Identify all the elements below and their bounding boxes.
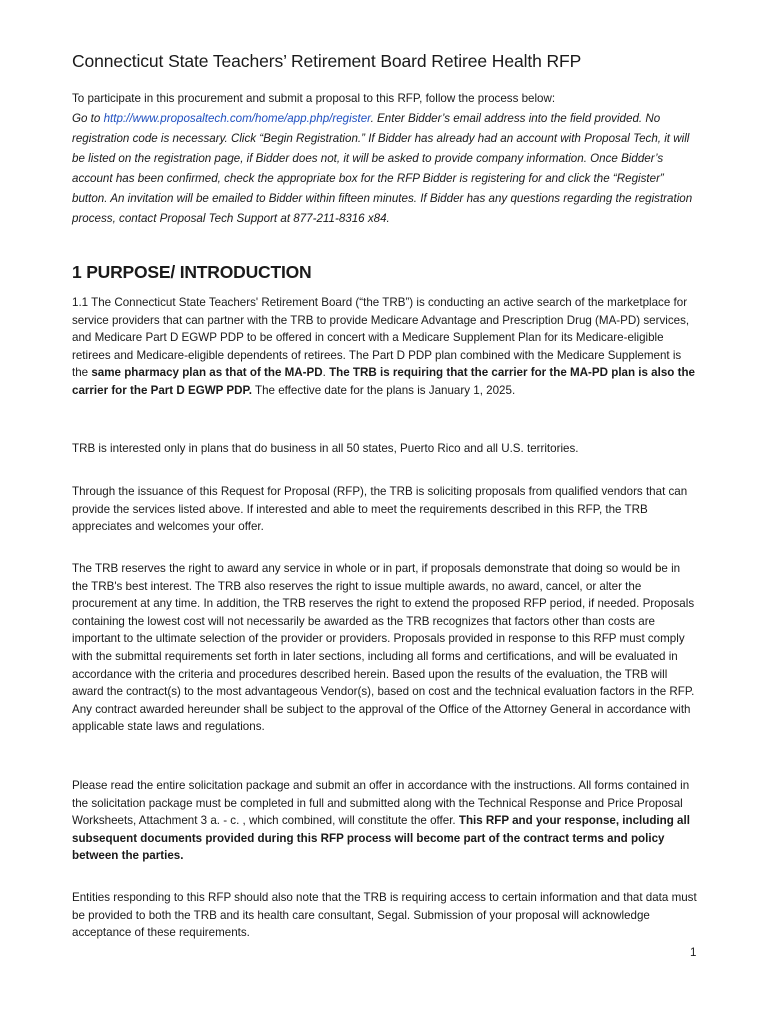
paragraph-instructions (72, 777, 698, 865)
paragraph-purpose (72, 294, 698, 400)
p5-bold: This RFP and your response, including all subsequent documents provided during this RFP process will become part of the contract terms and policy between the parties. (72, 814, 690, 863)
p1-bold2: The TRB is requiring that the carrier for the MA-PD plan is also the carrier for the Part D EGWP PDP. (72, 366, 695, 397)
paragraph-coverage: TRB is interested only in plans that do business in all 50 states, Puerto Rico and all U.S. territories. (72, 442, 579, 455)
p1-text1: 1.1 The Connecticut State Teachers' Retirement Board (“the TRB”) is conducting an active search of the marketplace for service providers that can partner with the TRB to provide Medicare Advantage and Prescription Drug (MA-PD) services, and Medicare Part D EGWP PDP to be offered in concert with a Medicare Supplement Plan for its Medicare-eligible retirees and Medicare-eligible dependents of retirees. The Part D PDP plan combined with the Medicare Supplement is the (72, 296, 690, 380)
registration-link[interactable]: http://www.proposaltech.com/home/app.php/register (103, 112, 371, 125)
registration-instructions (72, 89, 698, 229)
intro-goto: Go to (72, 112, 104, 125)
p1-bold1: same pharmacy plan as that of the MA-PD (91, 366, 323, 380)
section-heading: 1 PURPOSE/ INTRODUCTION (72, 262, 312, 282)
paragraph-reservations: The TRB reserves the right to award any service in whole or in part, if proposals demonstrate that doing so would be in the TRB's best interest. The TRB also reserves the right to issue multiple awards, no award, cancel, or alter the procurement at any time. In addition, the TRB reserves the right to extend the proposed RFP period, if needed. Proposals containing the lowest cost will not necessarily be awarded as the TRB recognizes that factors other than costs are important to the ultimate selection of the provider or providers. Proposals provided in response to this RFP must comply with the submittal requirements set forth in later sections, including all forms and certifications, and will be evaluated in accordance with the criteria and procedures described herein. Based upon the results of the evaluation, the TRB will award the contract(s) to the most advantageous Vendor(s), based on cost and the technical evaluation factors in the RFP. Any contract awarded hereunder shall be subject to the approval of the Office of the Attorney General in accordance with applicable state laws and regulations. (72, 562, 695, 734)
page-number: 1 (690, 946, 697, 959)
intro-instructions: . Enter Bidder’s email address into the field provided. No registration code is necessary. Click “Begin Registration.” If Bidder has already had an account with Proposal Tech, it will be listed on the registration page, if Bidder does not, it will be asked to provide company information. Once Bidder’s account has been confirmed, check the appropriate box for the RFP Bidder is registering for and click the “Register” button. An invitation will be emailed to Bidder within fifteen minutes. If Bidder has any questions regarding the registration process, contact Proposal Tech Support at 877-211-8316 x84. (72, 112, 693, 225)
intro-lead: To participate in this procurement and submit a proposal to this RFP, follow the process below: (72, 92, 556, 105)
paragraph-solicitation: Through the issuance of this Request for Proposal (RFP), the TRB is soliciting proposals from qualified vendors that can provide the services listed above. If interested and able to meet the requirements described in this RFP, the TRB appreciates and welcomes your offer. (72, 485, 688, 534)
document-title: Connecticut State Teachers’ Retirement Board Retiree Health RFP (72, 51, 582, 71)
p5-text: Please read the entire solicitation package and submit an offer in accordance with the instructions. All forms contained in the solicitation package must be completed in full and submitted along with the Technical Response and Price Proposal Worksheets, Attachment 3 a. - c. , which combined, will constitute the offer. (72, 779, 690, 828)
paragraph-data-access: Entities responding to this RFP should also note that the TRB is requiring access to certain information and that data must be provided to both the TRB and its health care consultant, Segal. Submission of your proposal will acknowledge acceptance of these requirements. (72, 891, 697, 940)
p1-text3: The effective date for the plans is January 1, 2025. (251, 383, 516, 397)
p1-text2: . (322, 366, 330, 380)
